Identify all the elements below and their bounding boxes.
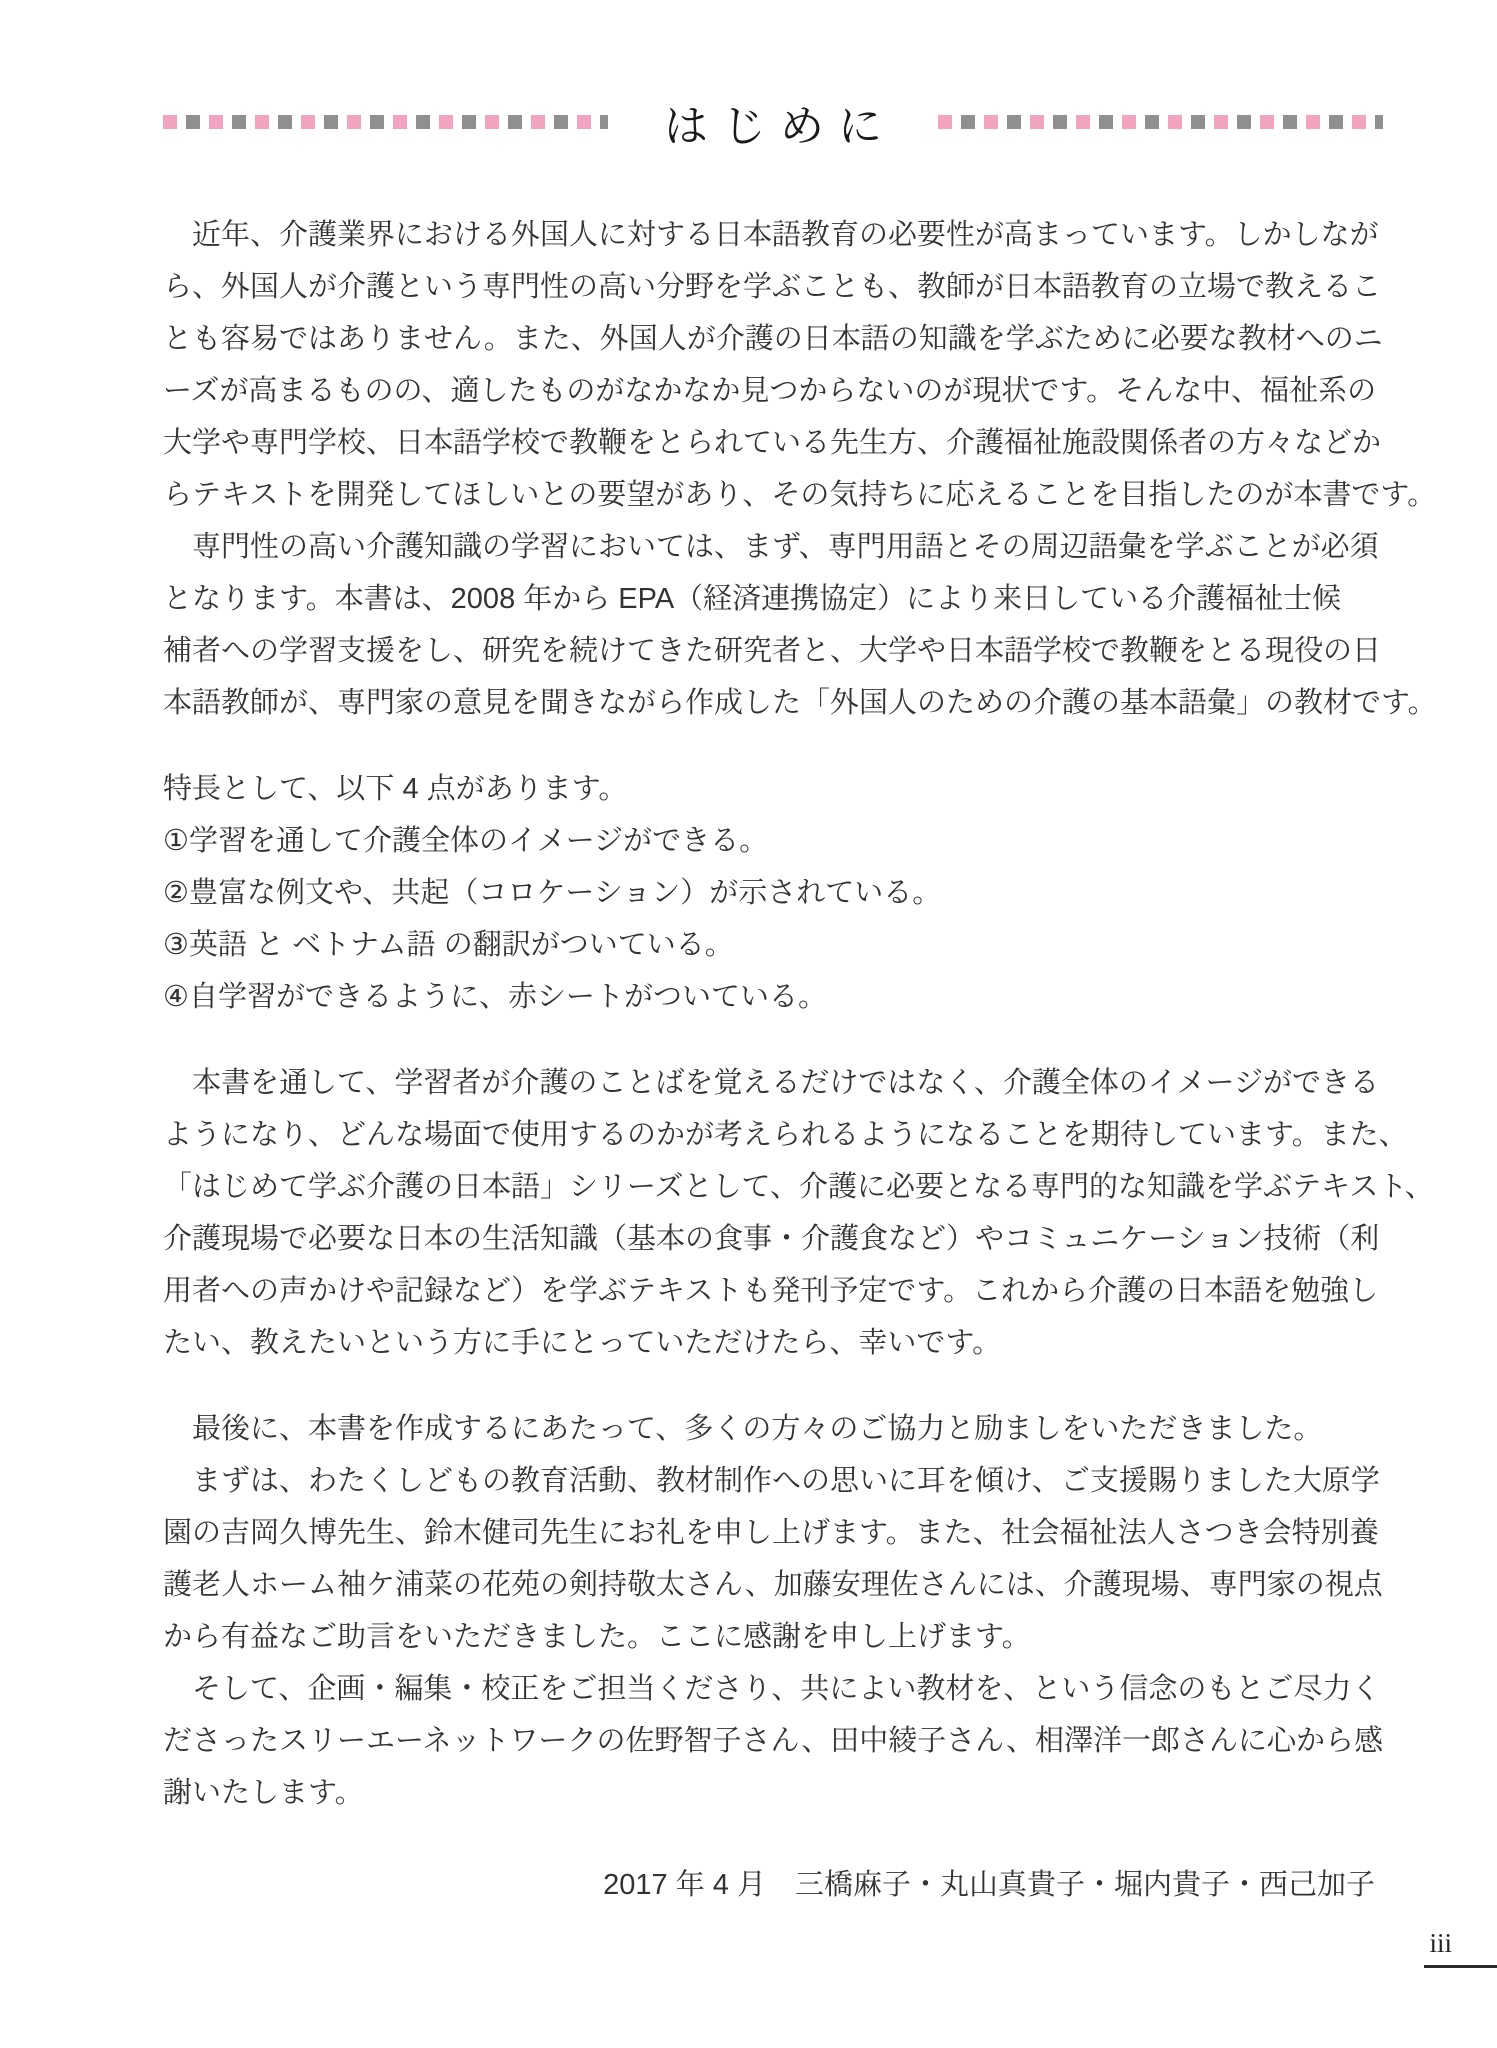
text-line: 謝いたします。 [163,1777,364,1809]
text-line: ようになり、どんな場面で使用するのかが考えられるようになることを期待しています。また、 [163,1119,1408,1151]
paragraph-1 [163,209,1437,521]
page-title: はじめに [664,102,896,151]
text-line: から有益なご助言をいただきました。ここに感謝を申し上げます。 [163,1621,1031,1653]
text-line: 大学や専門学校、日本語学校で教鞭をとられている先生方、介護福祉施設関係者の方々などか [163,427,1382,459]
date-authors-line: 2017 年 4 月 三橋麻子・丸山真貴子・堀内貴子・西己加子 [603,1869,1375,1901]
paragraph-3 [163,1057,1434,1369]
text-line: 本語教師が、専門家の意見を聞きながら作成した「外国人のための介護の基本語彙」の教材です。 [163,687,1437,719]
text-line: 「はじめて学ぶ介護の日本語」シリーズとして、介護に必要となる専門的な知識を学ぶテキスト、 [163,1171,1434,1203]
page-number: iii [1429,1928,1452,1958]
feature-item: ①学習を通して介護全体のイメージができる。 [163,825,769,857]
header-decoration-right [938,115,1383,129]
text-line: 用者への声かけや記録など）を学ぶテキストも発刊予定です。これから介護の日本語を勉強し [163,1275,1379,1307]
text-line: 園の吉岡久博先生、鈴木健司先生にお礼を申し上げます。また、社会福祉法人さつき会特別養 [163,1517,1379,1549]
text-line: ら、外国人が介護という専門性の高い分野を学ぶことも、教師が日本語教育の立場で教えるこ [163,271,1382,303]
text-line: 専門性の高い介護知識の学習においては、まず、専門用語とその周辺語彙を学ぶことが必須 [192,531,1379,563]
paragraph-2 [163,521,1437,729]
preface-body [163,209,1437,1911]
text-line: まずは、わたくしどもの教育活動、教材制作への思いに耳を傾け、ご支援賜りました大原学 [192,1465,1380,1497]
text-line: ーズが高まるものの、適したものがなかなか見つからないのが現状です。そんな中、福祉系の [163,375,1377,407]
feature-item: ②豊富な例文や、共起（コロケーション）が示されている。 [163,877,942,909]
text-line: そして、企画・編集・校正をご担当くださり、共によい教材を、という信念のもとご尽力く [192,1673,1381,1705]
text-line: らテキストを開発してほしいとの要望があり、その気持ちに応えることを目指したのが本書です。 [163,479,1437,511]
feature-item: ③英語 と ベトナム語 の翻訳がついている。 [163,929,734,961]
text-line: 補者への学習支援をし、研究を続けてきた研究者と、大学や日本語学校で教鞭をとる現役の日 [163,635,1382,667]
header-decoration-left [163,115,608,129]
text-line: となります。本書は、2008 年から EPA（経済連携協定）により来日している介護福祉士候 [163,583,1342,615]
text-line: 近年、介護業界における外国人に対する日本語教育の必要性が高まっています。しかしなが [192,219,1379,251]
features-section [163,763,1383,1023]
text-line: 護老人ホーム袖ケ浦菜の花苑の剣持敬太さん、加藤安理佐さんには、介護現場、専門家の視点 [163,1569,1383,1601]
page-header [163,94,1383,150]
features-intro: 特長として、以下 4 点があります。 [163,773,628,805]
acknowledgements [163,1403,1383,1819]
text-line: とも容易ではありません。また、外国人が介護の日本語の知識を学ぶために必要な教材へのニ [163,323,1383,355]
text-line: たい、教えたいという方に手にとっていただけたら、幸いです。 [163,1327,1002,1359]
text-line: ださったスリーエーネットワークの佐野智子さん、田中綾子さん、相澤洋一郎さんに心から感 [163,1725,1384,1757]
text-line: 最後に、本書を作成するにあたって、多くの方々のご協力と励ましをいただきました。 [192,1413,1323,1445]
text-line: 本書を通して、学習者が介護のことばを覚えるだけではなく、介護全体のイメージができる [192,1067,1379,1099]
footer-rule [1424,1965,1497,1968]
feature-item: ④自学習ができるように、赤シートがついている。 [163,981,827,1013]
text-line: 介護現場で必要な日本の生活知識（基本の食事・介護食など）やコミュニケーション技術（利 [163,1223,1380,1255]
